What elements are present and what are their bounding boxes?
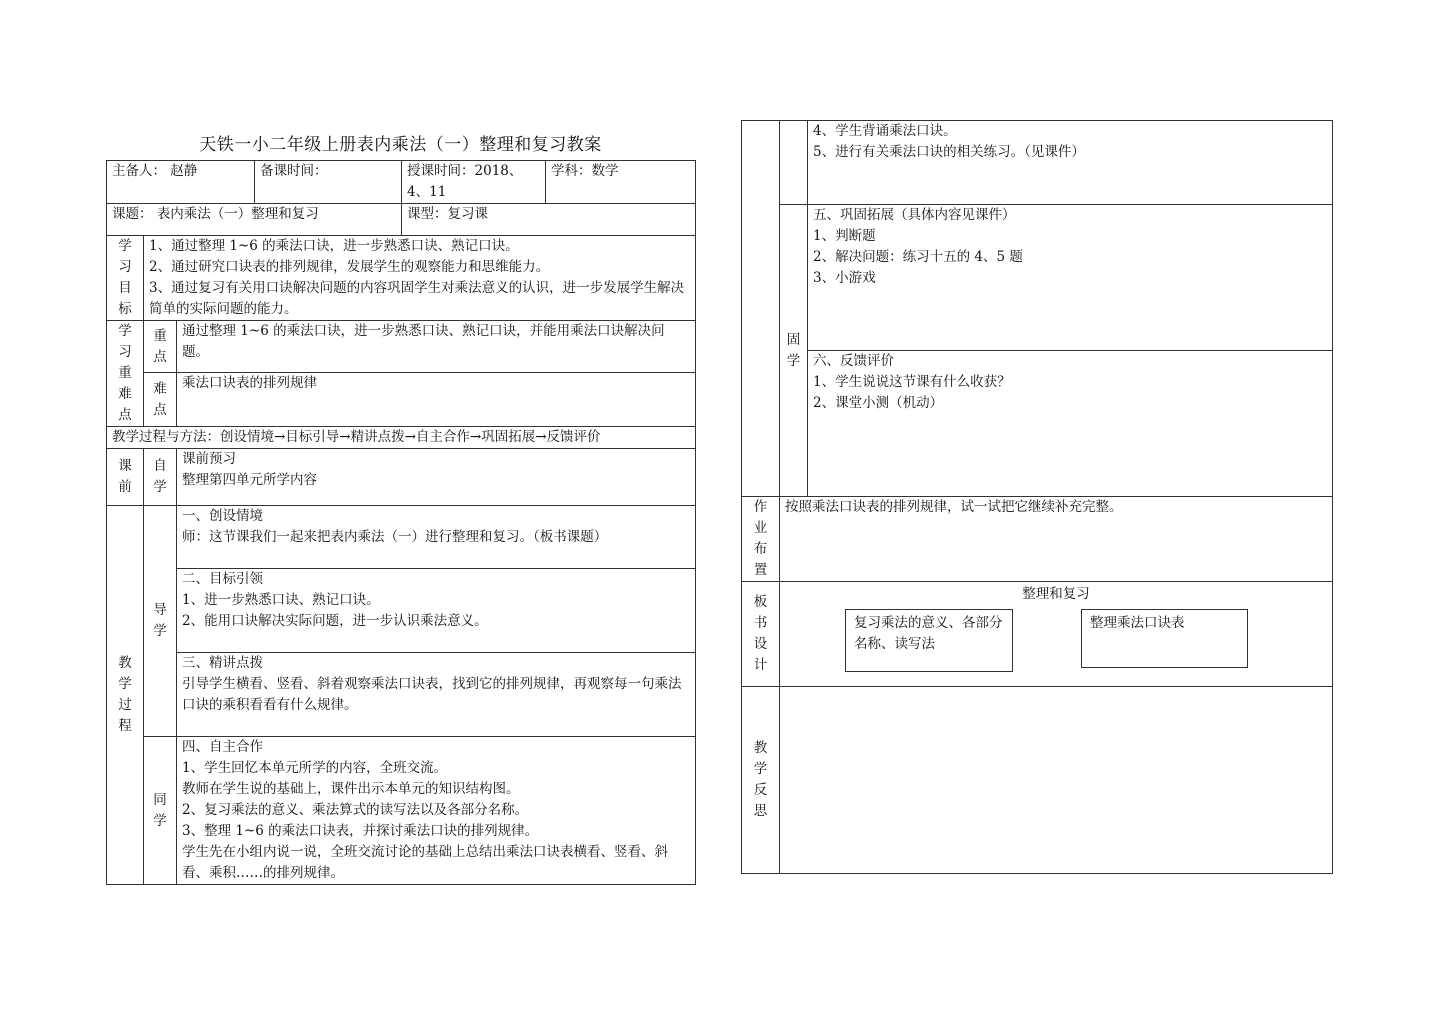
continued-steps-cell xyxy=(808,121,1333,205)
step2-cell xyxy=(177,569,696,653)
guide-study-label: 导学 xyxy=(144,506,177,737)
preparer-cell: 主备人： 赵静 xyxy=(107,161,255,204)
together-study-label: 同学 xyxy=(144,737,177,885)
before-class-line-1: 课前预习 xyxy=(182,451,236,467)
page-title: 天铁一小二年级上册表内乘法（一）整理和复习教案 xyxy=(199,135,602,155)
step1-cell xyxy=(177,506,696,569)
board-title: 整理和复习 xyxy=(1022,586,1090,602)
board-design-cell xyxy=(780,582,1333,687)
step3-title: 三、精讲点拨 xyxy=(182,655,263,671)
step1-text: 师：这节课我们一起来把表内乘法（一）进行整理和复习。（板书课题） xyxy=(182,529,608,545)
step2-line-1: 1、进一步熟悉口诀、熟记口诀。 xyxy=(182,592,380,608)
difficult-point-label: 难点 xyxy=(144,373,177,427)
step2-line-2: 2、能用口诀解决实际问题，进一步认识乘法意义。 xyxy=(182,613,488,629)
teach-time-cell xyxy=(402,161,546,204)
objective-3: 3、通过复习有关用口诀解决问题的内容巩固学生对乘法意义的认识，进一步发展学生解决简单的实际问题的能力。 xyxy=(149,280,685,317)
objectives-cell xyxy=(144,236,696,321)
step4-line-3: 2、复习乘法的意义、乘法算式的读写法以及各部分名称。 xyxy=(182,802,529,818)
prep-time-cell: 备课时间： xyxy=(255,161,402,204)
step3-text: 引导学生横看、竖看、斜着观察乘法口诀表，找到它的排列规律，再观察每一句乘法口诀的乘积看看有什么规律。 xyxy=(182,676,682,713)
step5-line-1: 1、判断题 xyxy=(813,228,876,244)
step4-line-4: 3、整理 1~6 的乘法口诀表，并探讨乘法口诀的排列规律。 xyxy=(182,823,539,839)
board-box-meaning: 复习乘法的意义、各部分名称、读写法 xyxy=(845,609,1013,672)
step5-title: 五、巩固拓展（具体内容见课件） xyxy=(813,207,1016,223)
step5-cell xyxy=(808,205,1333,351)
objectives-label: 学习目标 xyxy=(107,236,144,321)
step1-title: 一、创设情境 xyxy=(182,508,263,524)
step4-line-5: 学生先在小组内说一说，全班交流讨论的基础上总结出乘法口诀表横看、竖看、斜看、乘积……的排列规律。 xyxy=(182,844,668,881)
step6-line-2: 2、课堂小测（机动） xyxy=(813,395,944,411)
board-box-table: 整理乘法口诀表 xyxy=(1081,609,1248,668)
step5-line-3: 3、小游戏 xyxy=(813,270,876,286)
difficult-point-text: 乘法口诀表的排列规律 xyxy=(177,373,696,427)
homework-text: 按照乘法口诀表的排列规律，试一试把它继续补充完整。 xyxy=(780,497,1333,582)
homework-label: 作业布置 xyxy=(742,497,780,582)
key-difficult-label: 学习重难点 xyxy=(107,321,144,427)
continued-line-1: 4、学生背诵乘法口诀。 xyxy=(813,123,957,139)
teach-time-line-2: 4、11 xyxy=(407,184,447,200)
consolidate-label: 固学 xyxy=(780,205,808,497)
right-blank-cell xyxy=(742,121,780,497)
subject-cell: 学科：数学 xyxy=(546,161,696,204)
step4-line-1: 1、学生回忆本单元所学的内容，全班交流。 xyxy=(182,760,448,776)
continued-line-2: 5、进行有关乘法口诀的相关练习。（见课件） xyxy=(813,144,1085,160)
reflection-label: 教学反思 xyxy=(742,687,780,874)
key-point-label: 重点 xyxy=(144,321,177,373)
before-class-line-2: 整理第四单元所学内容 xyxy=(182,472,317,488)
step5-line-2: 2、解决问题：练习十五的 4、5 题 xyxy=(813,249,1023,265)
step3-cell xyxy=(177,653,696,737)
lesson-plan-table-right xyxy=(741,120,1333,874)
before-class-cell xyxy=(177,449,696,506)
board-design-label: 板书设计 xyxy=(742,582,780,687)
step6-line-1: 1、学生说说这节课有什么收获？ xyxy=(813,374,1011,390)
lesson-type-cell: 课型：复习课 xyxy=(402,204,696,236)
topic-cell: 课题： 表内乘法（一）整理和复习 xyxy=(107,204,402,236)
self-study-label: 自学 xyxy=(144,449,177,506)
step4-title: 四、自主合作 xyxy=(182,739,263,755)
objective-2: 2、通过研究口诀表的排列规律，发展学生的观察能力和思维能力。 xyxy=(149,259,550,275)
process-method-cell: 教学过程与方法：创设情境→目标引导→精讲点拨→自主合作→巩固拓展→反馈评价 xyxy=(107,427,696,449)
key-point-text: 通过整理 1~6 的乘法口诀，进一步熟悉口诀、熟记口诀，并能用乘法口诀解决问题。 xyxy=(177,321,696,373)
before-class-label: 课前 xyxy=(107,449,144,506)
step6-cell xyxy=(808,351,1333,497)
objective-1: 1、通过整理 1~6 的乘法口诀，进一步熟悉口诀、熟记口诀。 xyxy=(149,238,519,254)
step4-cell xyxy=(177,737,696,885)
teaching-process-label: 教学过程 xyxy=(107,506,144,885)
step2-title: 二、目标引领 xyxy=(182,571,263,587)
lesson-plan-table-left xyxy=(106,160,696,885)
reflection-cell xyxy=(780,687,1333,874)
step4-line-2: 教师在学生说的基础上，课件出示本单元的知识结构图。 xyxy=(182,781,520,797)
teach-time-line-1: 授课时间：2018、 xyxy=(407,163,523,179)
right-sub-blank-cell xyxy=(780,121,808,205)
step6-title: 六、反馈评价 xyxy=(813,353,894,369)
